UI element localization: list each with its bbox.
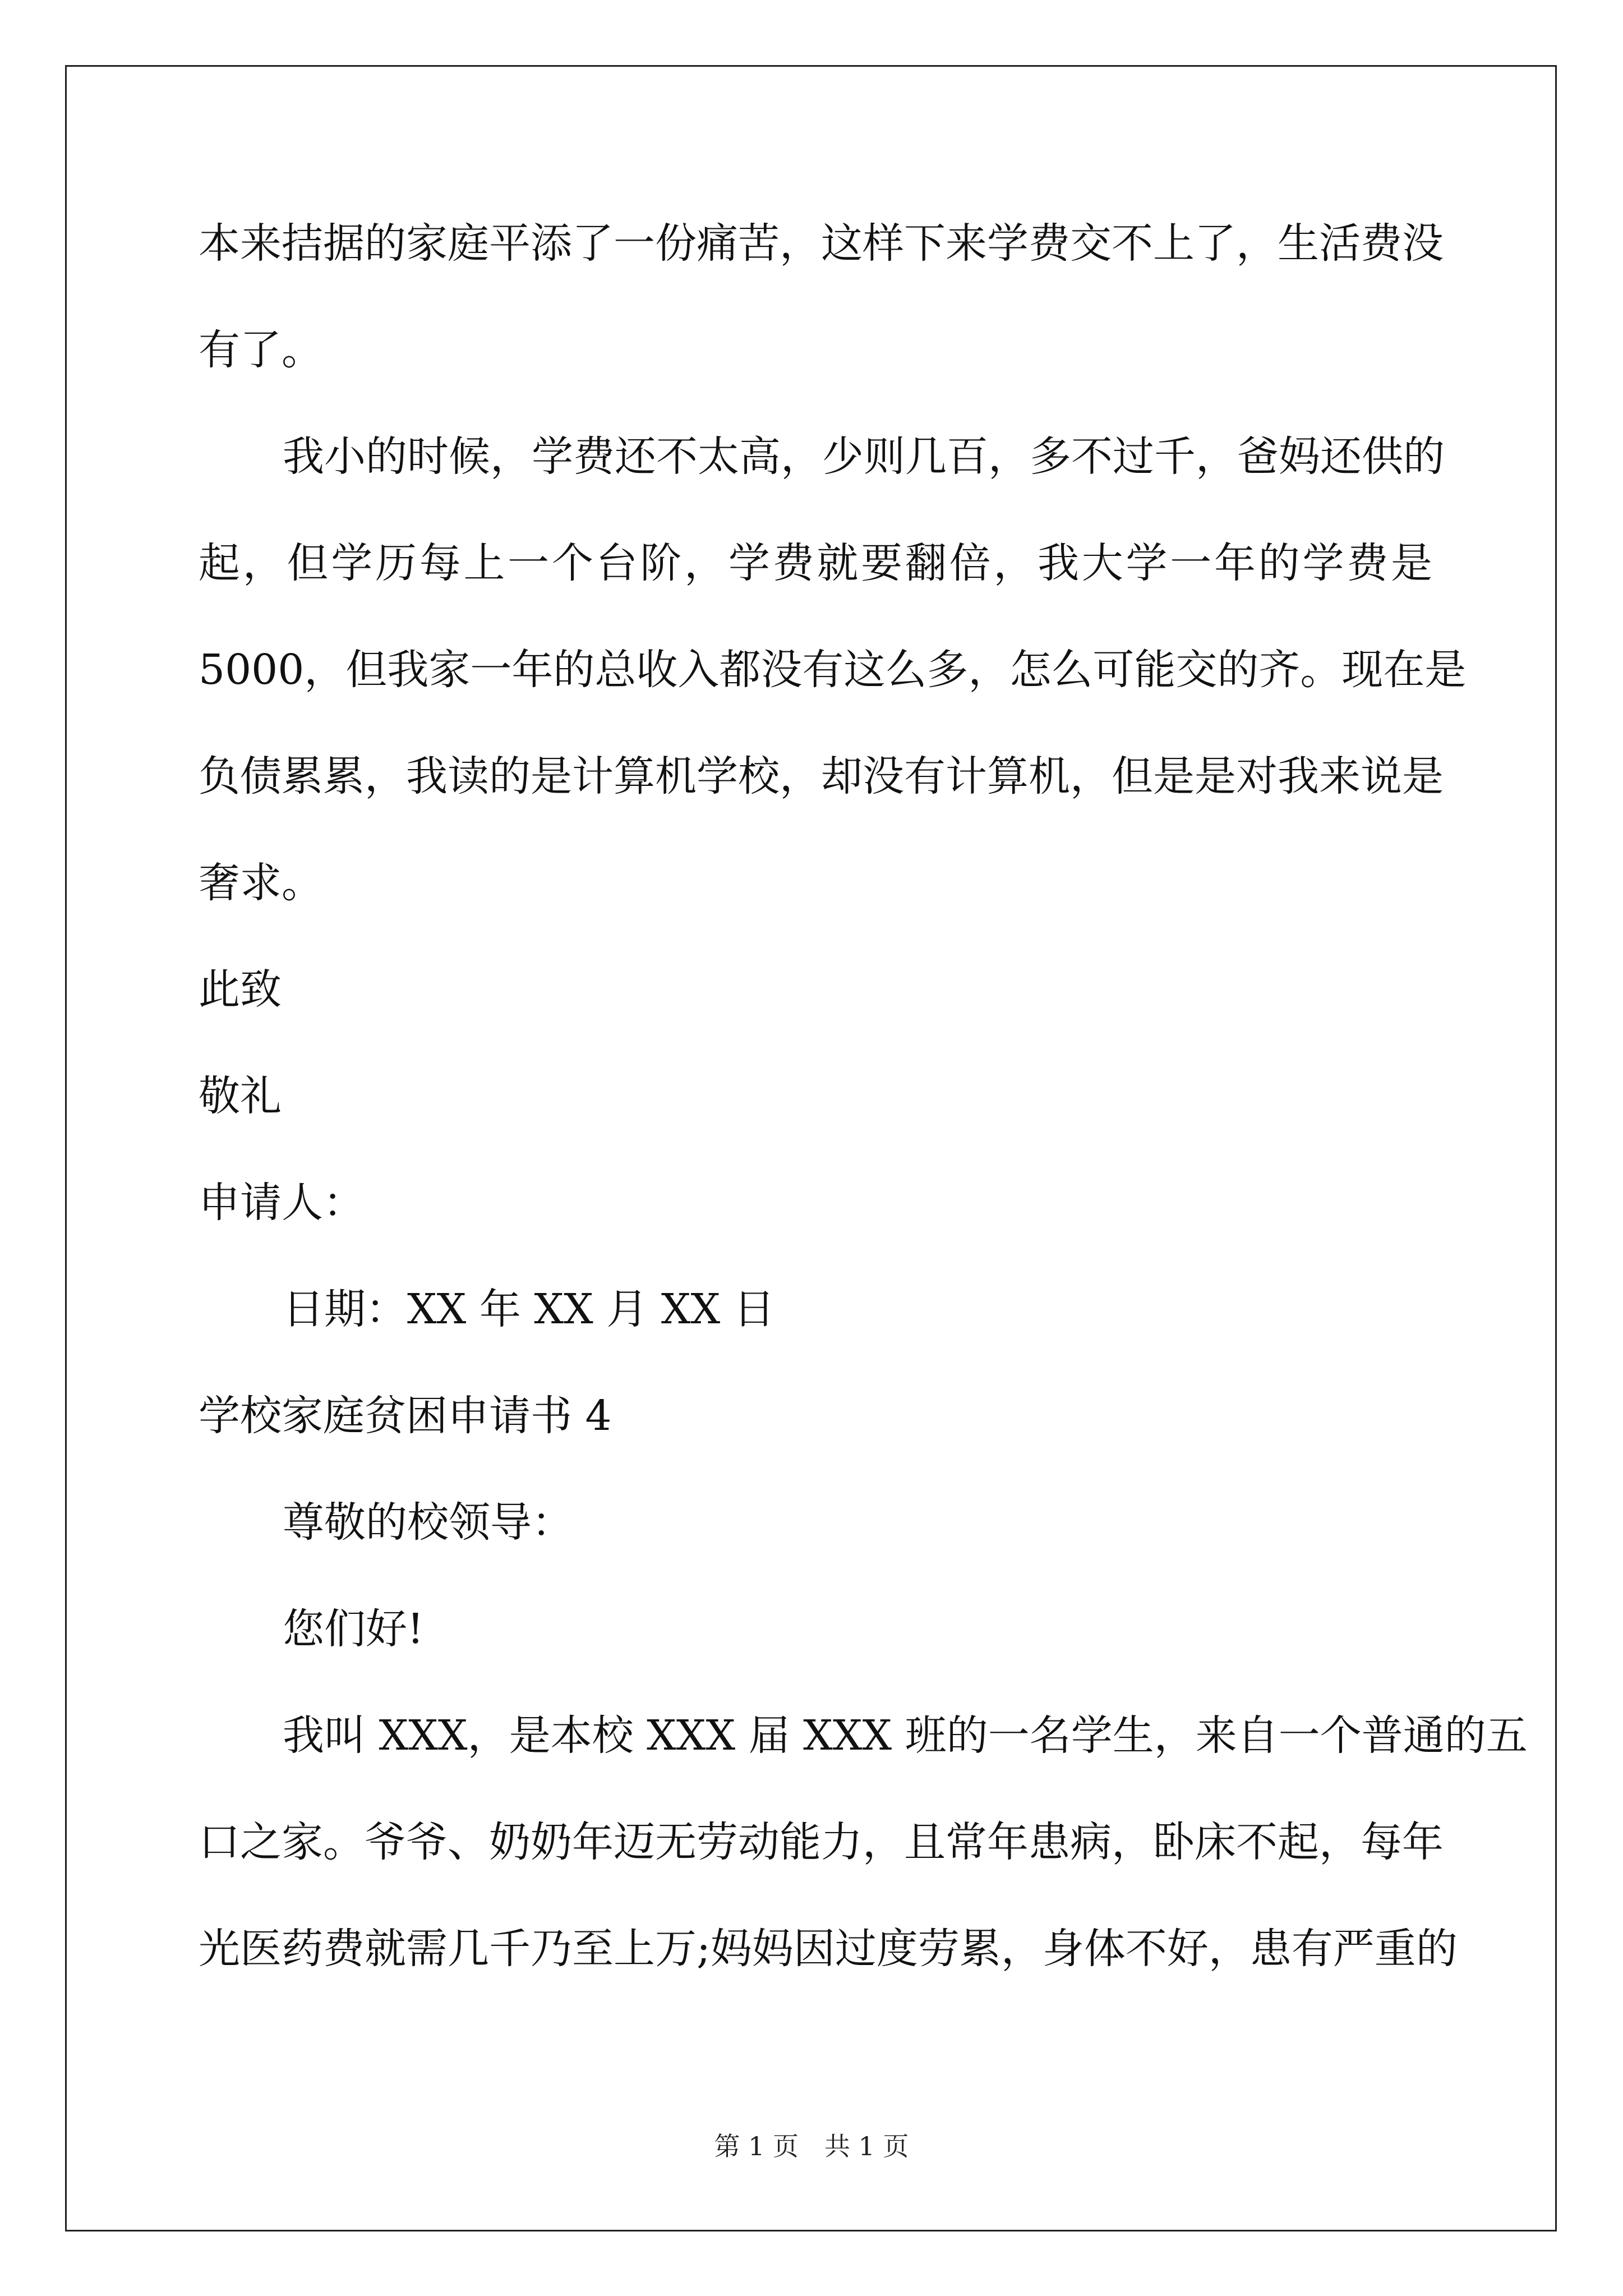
paragraph-start: 我叫 XXX，是本校 XXX 届 XXX 班的一名学生，来自一个普通的五 xyxy=(283,1711,1528,1760)
text-line: 有了。 xyxy=(199,326,323,374)
applicant-label: 申请人： xyxy=(199,1179,365,1227)
closing-salutation: 此致 xyxy=(199,965,282,1014)
page-number-footer: 第 1 页 共 1 页 xyxy=(714,2131,909,2161)
text-line: 奢求。 xyxy=(199,859,323,907)
text-line: 口之家。爷爷、奶奶年迈无劳动能力，且常年患病，卧床不起，每年 xyxy=(199,1818,1444,1866)
text-line: 负债累累，我读的是计算机学校，却没有计算机，但是是对我来说是 xyxy=(199,752,1444,800)
greeting: 您们好! xyxy=(283,1605,424,1653)
page-border xyxy=(65,65,1557,2231)
greeting-recipient: 尊敬的校领导： xyxy=(283,1498,573,1547)
text-line: 起，但学历每上一个台阶，学费就要翻倍，我大学一年的学费是 xyxy=(199,539,1432,587)
section-title: 学校家庭贫困申请书 4 xyxy=(199,1392,612,1440)
text-line: 本来拮据的家庭平添了一份痛苦，这样下来学费交不上了，生活费没 xyxy=(199,219,1444,268)
date-line: 日期：XX 年 XX 月 XX 日 xyxy=(283,1285,775,1333)
closing-regards: 敬礼 xyxy=(199,1072,282,1120)
text-line: 5000，但我家一年的总收入都没有这么多，怎么可能交的齐。现在是 xyxy=(199,646,1467,694)
paragraph-start: 我小的时候，学费还不太高，少则几百，多不过千，爸妈还供的 xyxy=(283,432,1445,481)
text-line: 光医药费就需几千乃至上万;妈妈因过度劳累，身体不好，患有严重的 xyxy=(199,1925,1458,1973)
